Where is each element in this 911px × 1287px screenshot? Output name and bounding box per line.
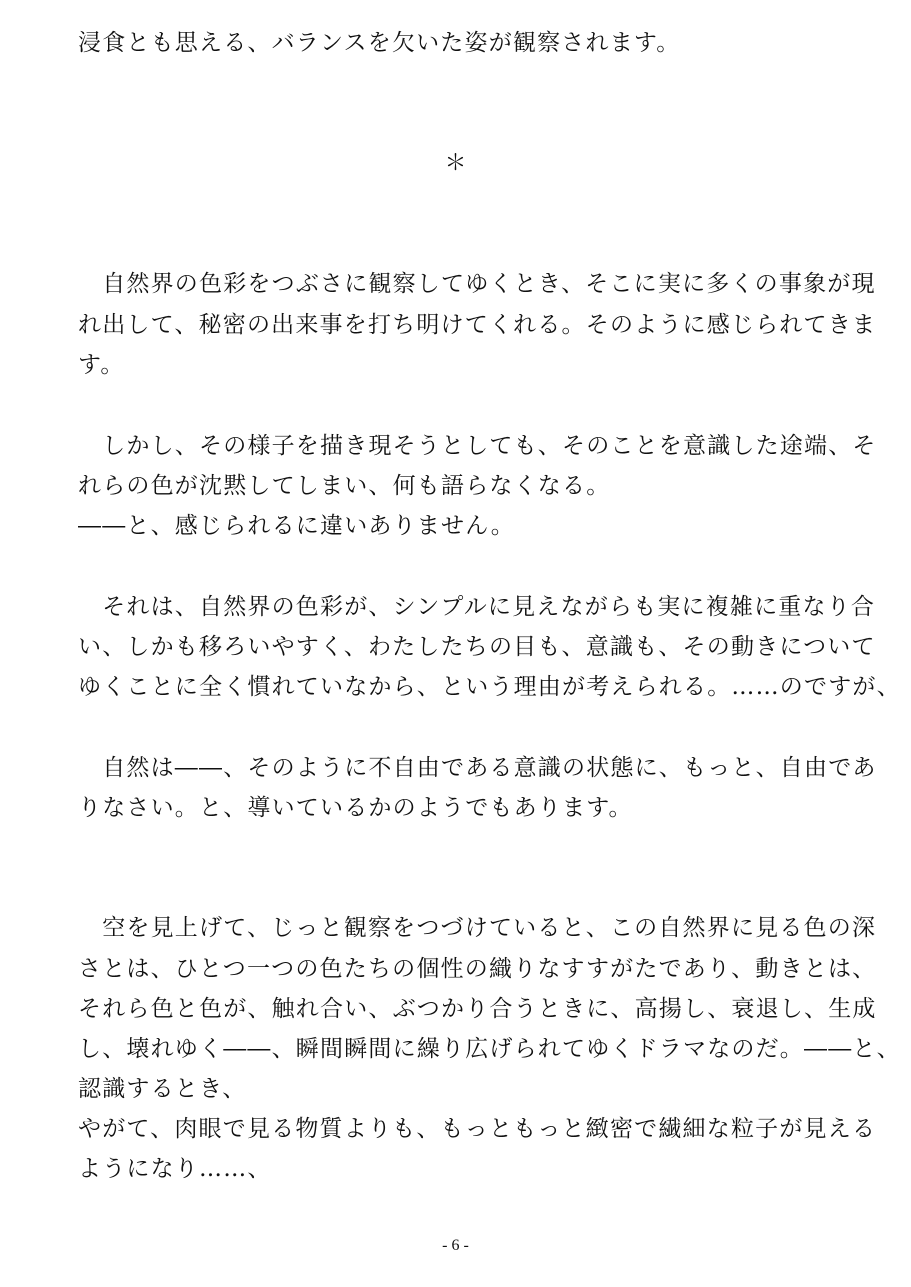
text-line-3: れ出して、秘密の出来事を打ち明けてくれる。そのように感じられてきま [78,312,877,338]
text-line-2: 自然界の色彩をつぶさに観察してゆくとき、そこに実に多くの事象が現 [78,271,876,297]
text-line-13: 空を見上げて、じっと観察をつづけていると、この自然界に見る色の深 [78,915,877,941]
text-line-17: 認識するとき、 [78,1076,247,1102]
text-line-6: れらの色が沈黙してしまい、何も語らなくなる。 [78,473,611,499]
text-line-9: い、しかも移ろいやすく、わたしたちの目も、意識も、その動きについて [78,634,876,660]
text-line-10: ゆくことに全く慣れていなから、という理由が考えられる。……のですが、 [78,674,901,700]
page-number: - 6 - [442,1237,469,1254]
text-line-8: それは、自然界の色彩が、シンプルに見えながらも実に複雑に重なり合 [78,594,876,620]
text-line-19: ようになり……、 [78,1156,272,1182]
section-separator: ＊ [444,151,467,176]
text-line-12: りなさい。と、導いているかのようでもあります。 [78,795,633,821]
text-line-11: 自然は――、そのように不自由である意識の状態に、もっと、自由であ [78,755,877,781]
text-line-5: しかし、その様子を描き現そうとしても、そのことを意識した途端、そ [78,433,877,459]
text-line-14: さとは、ひとつ一つの色たちの個性の織りなすすがたであり、動きとは、 [78,956,877,982]
text-line-7: ――と、感じられるに違いありません。 [78,513,515,539]
text-line-15: それら色と色が、触れ合い、ぶつかり合うときに、高揚し、衰退し、生成 [78,996,877,1022]
text-line-16: し、壊れゆく――、瞬間瞬間に繰り広げられてゆくドラマなのだ。――と、 [78,1036,901,1062]
text-line-1: 浸食とも思える、バランスを欠いた姿が観察されます。 [78,30,681,56]
text-line-18: やがて、肉眼で見る物質よりも、もっともっと緻密で繊細な粒子が見える [78,1116,877,1142]
text-line-4: す。 [78,352,125,378]
